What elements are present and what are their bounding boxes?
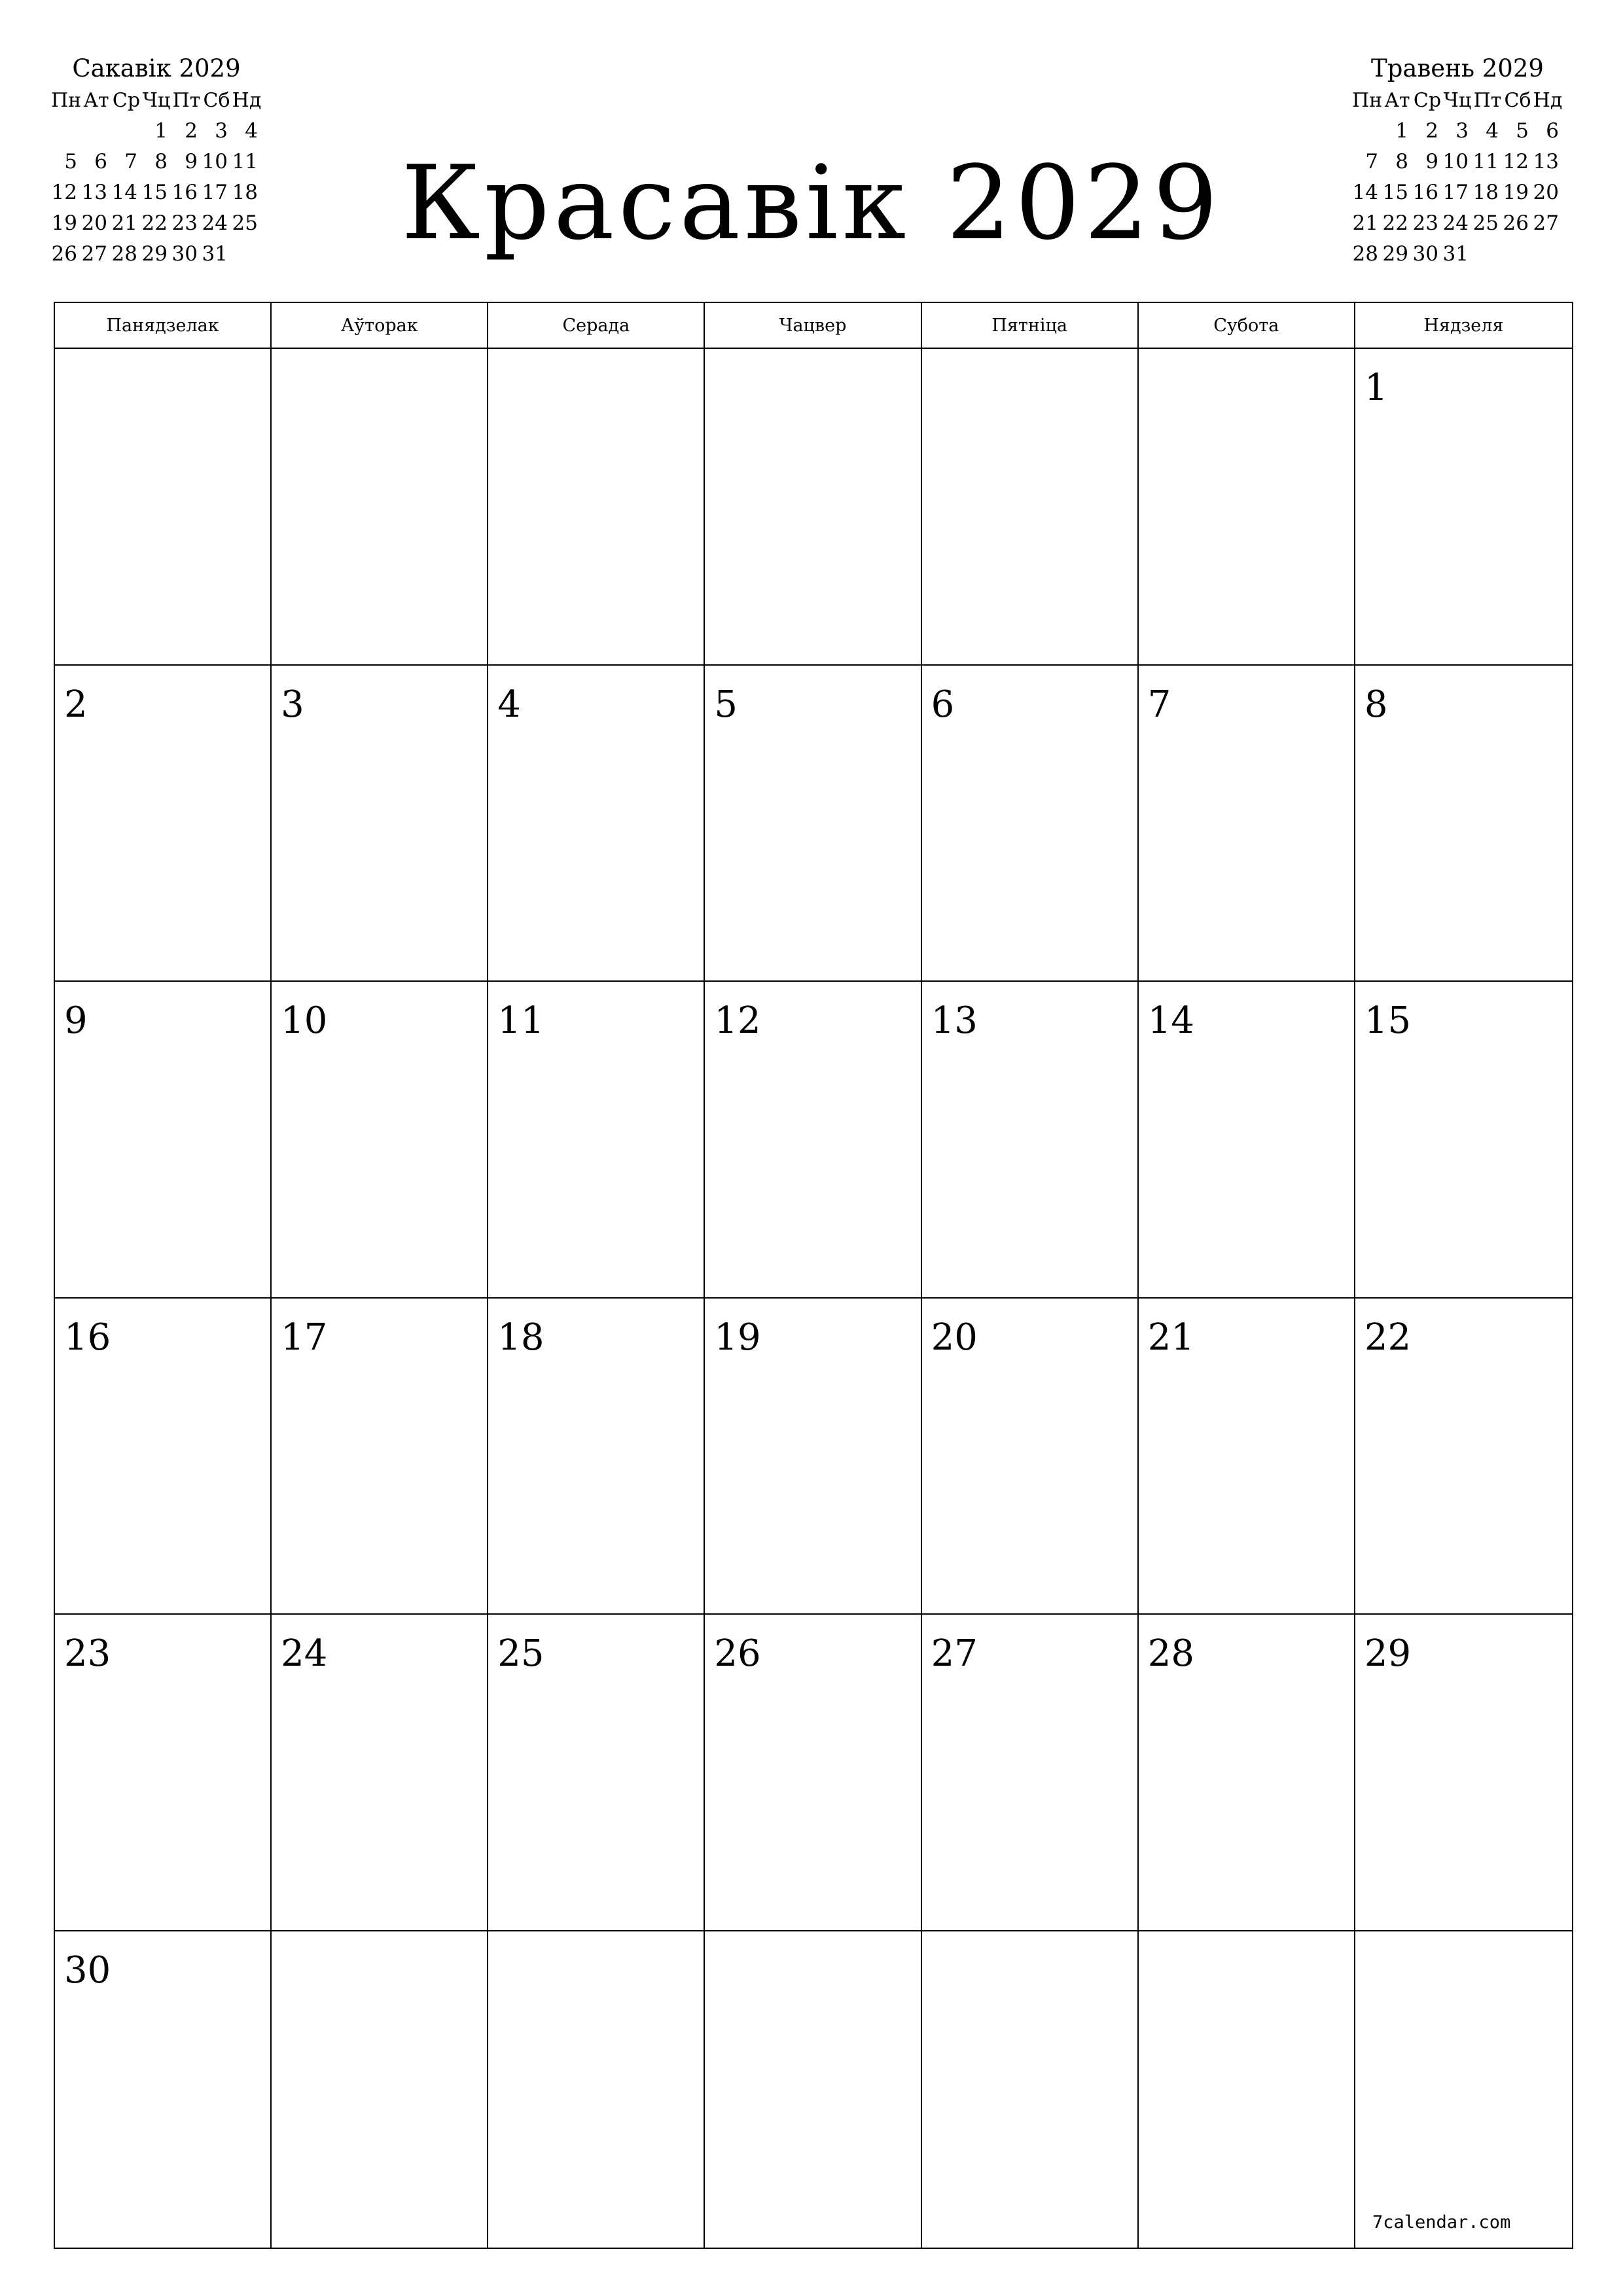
day-cell <box>1355 1931 1572 2248</box>
mini-day: 8 <box>154 150 168 173</box>
day-cell <box>1139 1299 1355 1615</box>
mini-day: 15 <box>1382 181 1408 204</box>
day-cell <box>1139 1615 1355 1931</box>
weekday-header: Субота <box>1139 303 1355 349</box>
day-number: 13 <box>931 999 978 1042</box>
mini-day <box>81 116 111 147</box>
mini-day: 1 <box>1395 119 1408 143</box>
mini-day: 7 <box>1365 150 1378 173</box>
mini-day: 22 <box>141 211 168 235</box>
mini-day: 22 <box>1382 211 1408 235</box>
day-number: 17 <box>281 1316 328 1359</box>
mini-day: 9 <box>185 150 198 173</box>
footer-site-label: 7calendar.com <box>1372 2212 1511 2233</box>
day-cell <box>55 1931 272 2248</box>
day-cell <box>705 1299 921 1615</box>
mini-weekday-label: Сб <box>1504 89 1531 112</box>
day-number: 24 <box>281 1632 328 1675</box>
day-cell <box>55 666 272 982</box>
weekday-header: Пятніца <box>922 303 1139 349</box>
mini-day: 11 <box>1472 150 1499 173</box>
mini-day: 25 <box>232 211 258 235</box>
mini-day: 14 <box>111 181 137 204</box>
mini-weekday-label: Нд <box>232 89 262 112</box>
mini-day: 3 <box>215 119 228 143</box>
mini-day: 27 <box>1533 211 1559 235</box>
day-number: 9 <box>64 999 88 1042</box>
mini-day: 30 <box>171 242 198 266</box>
mini-day: 10 <box>202 150 228 173</box>
day-number: 11 <box>497 999 544 1042</box>
mini-day: 31 <box>202 242 228 266</box>
day-cell <box>272 1615 488 1931</box>
mini-day: 18 <box>232 181 258 204</box>
mini-calendar-title: Сакавік 2029 <box>72 54 241 82</box>
day-cell <box>272 1299 488 1615</box>
mini-day <box>1503 239 1533 270</box>
mini-day: 3 <box>1455 119 1469 143</box>
mini-day: 18 <box>1472 181 1499 204</box>
mini-weekday-label: Ат <box>1384 89 1410 112</box>
day-cell <box>55 982 272 1299</box>
day-number: 26 <box>714 1632 761 1675</box>
weekday-header: Серада <box>488 303 705 349</box>
mini-weekday-label: Пн <box>51 89 82 112</box>
day-number: 22 <box>1364 1316 1412 1359</box>
day-number: 16 <box>64 1316 111 1359</box>
mini-day: 26 <box>51 242 77 266</box>
day-cell <box>922 349 1139 666</box>
day-cell <box>922 666 1139 982</box>
day-cell <box>272 666 488 982</box>
mini-day: 21 <box>111 211 137 235</box>
mini-day: 25 <box>1472 211 1499 235</box>
mini-day: 16 <box>1412 181 1438 204</box>
mini-day: 24 <box>202 211 228 235</box>
day-cell <box>1139 349 1355 666</box>
day-cell <box>488 349 705 666</box>
weekday-header: Чацвер <box>705 303 921 349</box>
day-cell <box>1355 982 1572 1299</box>
day-cell <box>922 1931 1139 2248</box>
mini-day: 4 <box>1486 119 1499 143</box>
day-cell <box>1355 1615 1572 1931</box>
day-cell <box>55 1615 272 1931</box>
mini-day: 20 <box>81 211 107 235</box>
day-number: 7 <box>1147 683 1171 726</box>
day-cell <box>922 1299 1139 1615</box>
day-cell <box>1139 982 1355 1299</box>
mini-day: 17 <box>1442 181 1469 204</box>
page-title: Красавік 2029 <box>401 143 1222 262</box>
day-cell <box>55 349 272 666</box>
mini-day: 7 <box>124 150 137 173</box>
mini-weekday-label: Ср <box>1413 89 1442 112</box>
day-cell <box>55 1299 272 1615</box>
day-cell <box>1355 666 1572 982</box>
mini-weekday-label: Чц <box>1443 89 1472 112</box>
mini-day: 13 <box>1533 150 1559 173</box>
mini-day: 5 <box>1516 119 1529 143</box>
mini-day: 29 <box>1382 242 1408 266</box>
weekday-header: Аўторак <box>272 303 488 349</box>
mini-day <box>1472 239 1503 270</box>
mini-day: 13 <box>81 181 107 204</box>
mini-day <box>1352 116 1382 147</box>
mini-day: 19 <box>1503 181 1529 204</box>
mini-day: 11 <box>232 150 258 173</box>
mini-day: 8 <box>1395 150 1408 173</box>
day-number: 30 <box>64 1948 111 1992</box>
day-number: 10 <box>281 999 328 1042</box>
day-cell <box>705 982 921 1299</box>
mini-weekday-label: Пн <box>1352 89 1383 112</box>
day-number: 18 <box>497 1316 544 1359</box>
mini-day <box>111 116 141 147</box>
day-cell <box>922 982 1139 1299</box>
day-cell <box>705 349 921 666</box>
mini-day: 28 <box>111 242 137 266</box>
day-number: 28 <box>1147 1632 1194 1675</box>
mini-day: 28 <box>1352 242 1378 266</box>
mini-day: 26 <box>1503 211 1529 235</box>
day-number: 1 <box>1364 367 1388 409</box>
day-cell <box>705 1615 921 1931</box>
mini-weekday-label: Чц <box>142 89 171 112</box>
mini-weekday-label: Пт <box>172 89 201 112</box>
mini-day <box>1533 239 1563 270</box>
mini-day: 12 <box>51 181 77 204</box>
day-cell <box>1355 349 1572 666</box>
weekday-header: Панядзелак <box>55 303 272 349</box>
mini-weekday-label: Сб <box>203 89 230 112</box>
mini-weekday-label: Ср <box>112 89 141 112</box>
mini-day: 30 <box>1412 242 1438 266</box>
mini-day: 14 <box>1352 181 1378 204</box>
day-number: 20 <box>931 1316 978 1359</box>
day-cell <box>488 666 705 982</box>
mini-calendar-title: Травень 2029 <box>1371 54 1544 82</box>
day-cell <box>272 1931 488 2248</box>
day-number: 27 <box>931 1632 978 1675</box>
mini-day: 16 <box>171 181 198 204</box>
day-number: 15 <box>1364 999 1412 1042</box>
mini-day: 23 <box>1412 211 1438 235</box>
day-number: 12 <box>714 999 761 1042</box>
mini-day: 21 <box>1352 211 1378 235</box>
day-cell <box>705 1931 921 2248</box>
mini-day: 15 <box>141 181 168 204</box>
mini-day: 24 <box>1442 211 1469 235</box>
mini-weekday-label: Нд <box>1533 89 1563 112</box>
day-number: 29 <box>1364 1632 1412 1675</box>
day-number: 4 <box>497 683 521 726</box>
mini-day: 4 <box>245 119 258 143</box>
day-number: 23 <box>64 1632 111 1675</box>
weekday-header: Нядзеля <box>1355 303 1572 349</box>
month-calendar-grid <box>54 302 1573 2249</box>
day-number: 19 <box>714 1316 761 1359</box>
day-cell <box>1355 1299 1572 1615</box>
day-cell <box>1139 666 1355 982</box>
mini-weekday-label: Ат <box>83 89 109 112</box>
day-cell <box>272 982 488 1299</box>
day-number: 14 <box>1147 999 1194 1042</box>
day-number: 25 <box>497 1632 544 1675</box>
day-cell <box>488 1299 705 1615</box>
mini-day: 10 <box>1442 150 1469 173</box>
day-cell <box>272 349 488 666</box>
mini-day: 6 <box>94 150 107 173</box>
mini-day: 5 <box>64 150 77 173</box>
mini-day: 23 <box>171 211 198 235</box>
day-number: 8 <box>1364 683 1388 726</box>
day-cell <box>705 666 921 982</box>
mini-day: 2 <box>185 119 198 143</box>
mini-weekday-label: Пт <box>1473 89 1502 112</box>
day-cell <box>1139 1931 1355 2248</box>
day-number: 5 <box>714 683 738 726</box>
day-number: 6 <box>931 683 955 726</box>
day-cell <box>488 982 705 1299</box>
mini-day: 12 <box>1503 150 1529 173</box>
mini-day: 2 <box>1425 119 1438 143</box>
mini-day: 6 <box>1546 119 1559 143</box>
day-number: 2 <box>64 683 88 726</box>
day-cell <box>488 1931 705 2248</box>
mini-day: 29 <box>141 242 168 266</box>
mini-day: 27 <box>81 242 107 266</box>
mini-day: 9 <box>1425 150 1438 173</box>
mini-day <box>51 116 81 147</box>
day-number: 21 <box>1147 1316 1194 1359</box>
mini-day: 1 <box>154 119 168 143</box>
day-cell <box>922 1615 1139 1931</box>
mini-day: 20 <box>1533 181 1559 204</box>
mini-calendar-next-month <box>1352 52 1563 270</box>
mini-calendar-grid <box>1352 85 1563 270</box>
day-number: 3 <box>281 683 304 726</box>
day-cell <box>488 1615 705 1931</box>
mini-day: 31 <box>1442 242 1469 266</box>
mini-day: 17 <box>202 181 228 204</box>
mini-day: 19 <box>51 211 77 235</box>
